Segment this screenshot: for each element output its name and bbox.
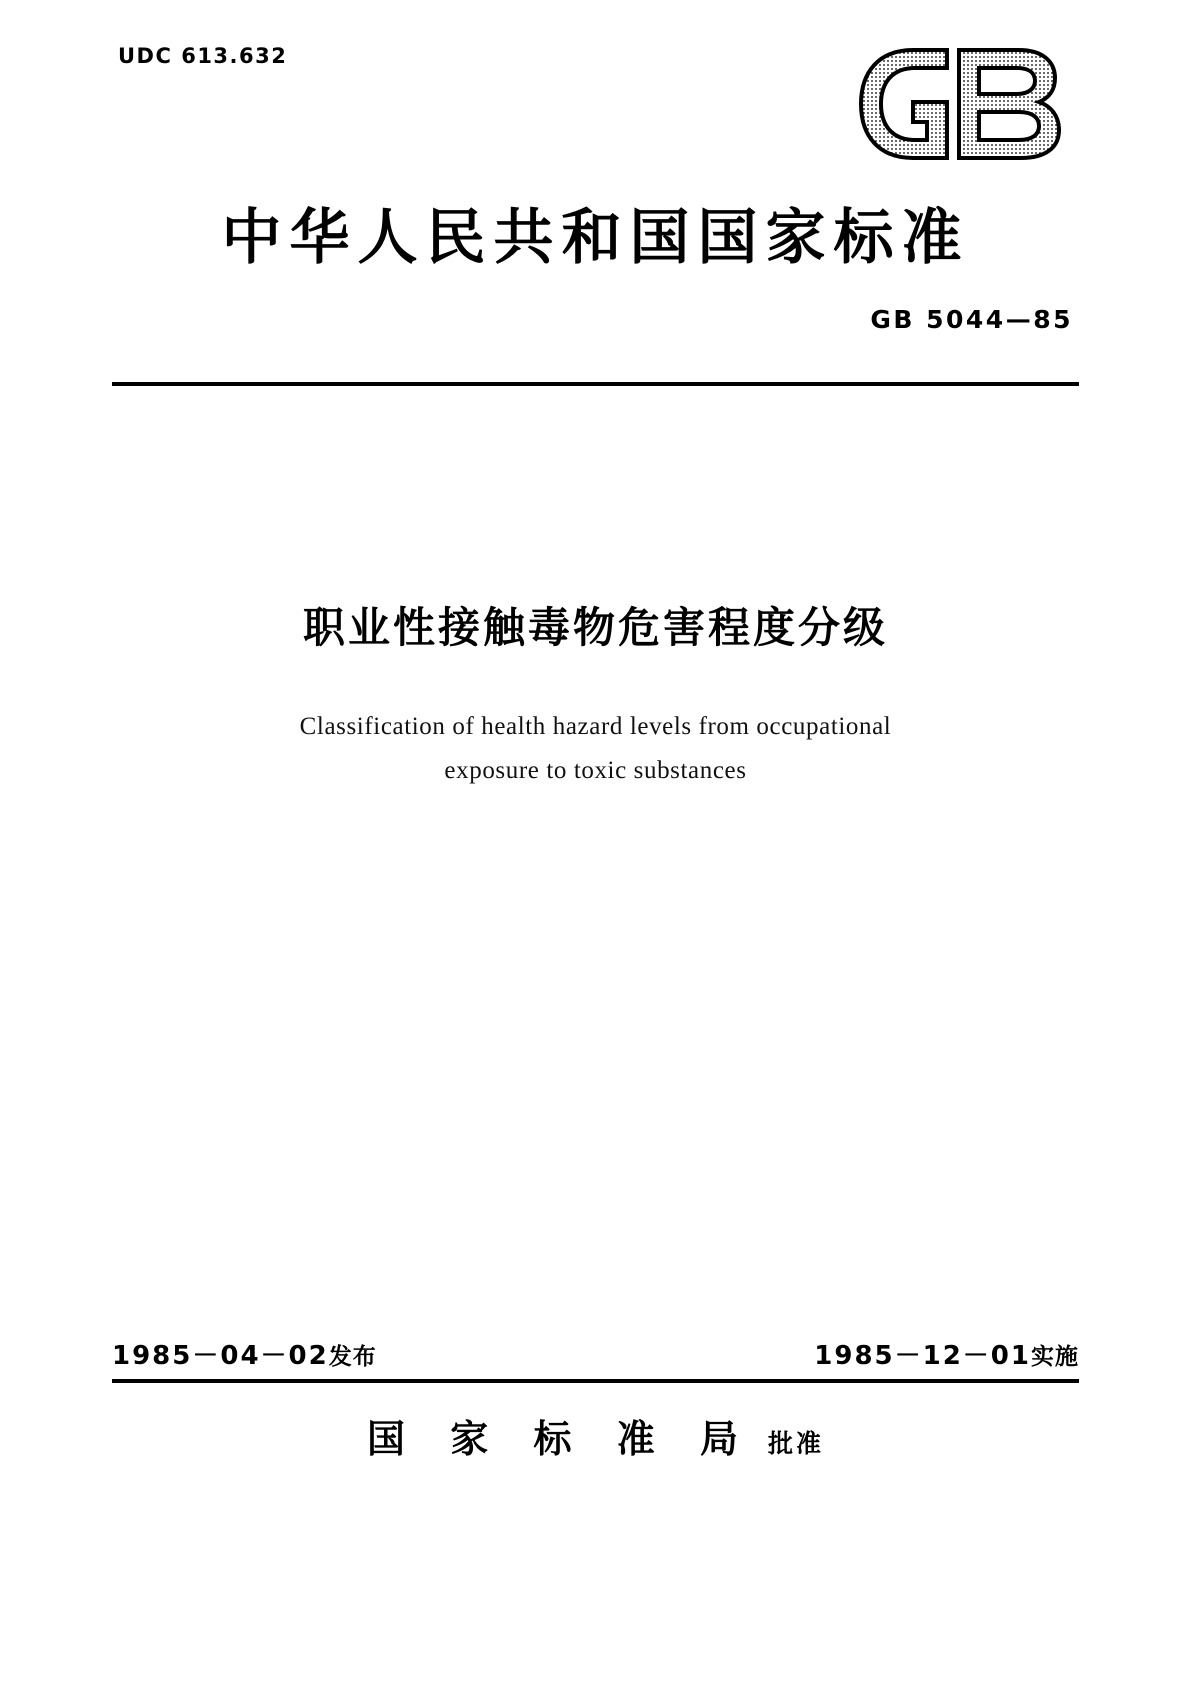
header-divider <box>112 382 1079 386</box>
issue-date <box>112 1335 377 1372</box>
dates-row <box>112 1335 1079 1372</box>
document-title-english <box>216 705 976 793</box>
effective-date-value: 1985－12－01 <box>814 1341 1031 1371</box>
document-title-english-line1: Classification of health hazard levels from occupational <box>299 713 892 740</box>
gb-emblem-icon <box>843 40 1073 170</box>
issuing-authority: 国 家 标 准 局 <box>367 1417 754 1461</box>
footer-divider <box>112 1379 1079 1383</box>
issue-date-value: 1985－04－02 <box>112 1341 329 1371</box>
issue-date-label: 发布 <box>328 1344 377 1370</box>
national-standard-heading: 中华人民共和国国家标准 <box>221 203 970 273</box>
approval-label: 批准 <box>767 1429 824 1458</box>
document-title-chinese: 职业性接触毒物危害程度分级 <box>302 603 888 652</box>
effective-date-label: 实施 <box>1031 1344 1079 1370</box>
document-title-english-line2: exposure to toxic substances <box>444 756 747 784</box>
standard-number: GB 5044—85 <box>870 305 1073 334</box>
udc-code: UDC 613.632 <box>118 44 288 68</box>
issuing-authority-row <box>0 1408 1191 1463</box>
effective-date <box>814 1335 1079 1372</box>
